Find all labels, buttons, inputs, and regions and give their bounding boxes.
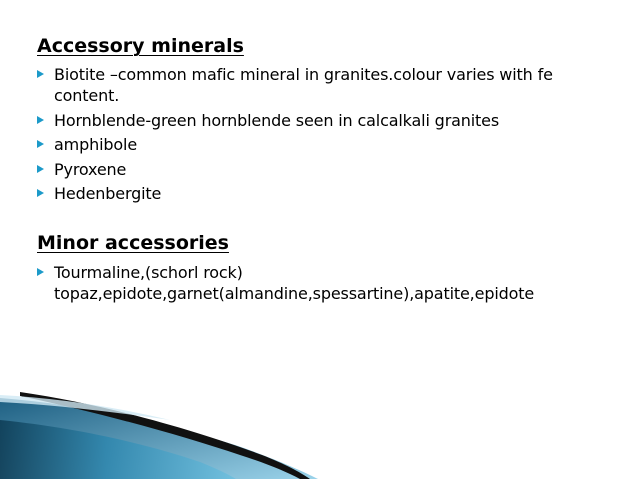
bullet-text: amphibole	[54, 135, 138, 154]
section-heading-minor-accessories: Minor accessories	[37, 232, 229, 254]
bullet-text: Hornblende-green hornblende seen in calcalkali granites	[54, 110, 500, 130]
section-heading-accessory-minerals: Accessory minerals	[37, 35, 244, 57]
bullet-text: Hedenbergite	[54, 184, 162, 203]
bullet-text: Biotite –common mafic mineral in granites.colour varies with fe content.	[54, 65, 553, 105]
bullet-text: Tourmaline,(schorl rock) topaz,epidote,garnet(almandine,spessartine),apatite,epidote	[54, 263, 535, 303]
bullet-text: Pyroxene	[54, 159, 127, 179]
